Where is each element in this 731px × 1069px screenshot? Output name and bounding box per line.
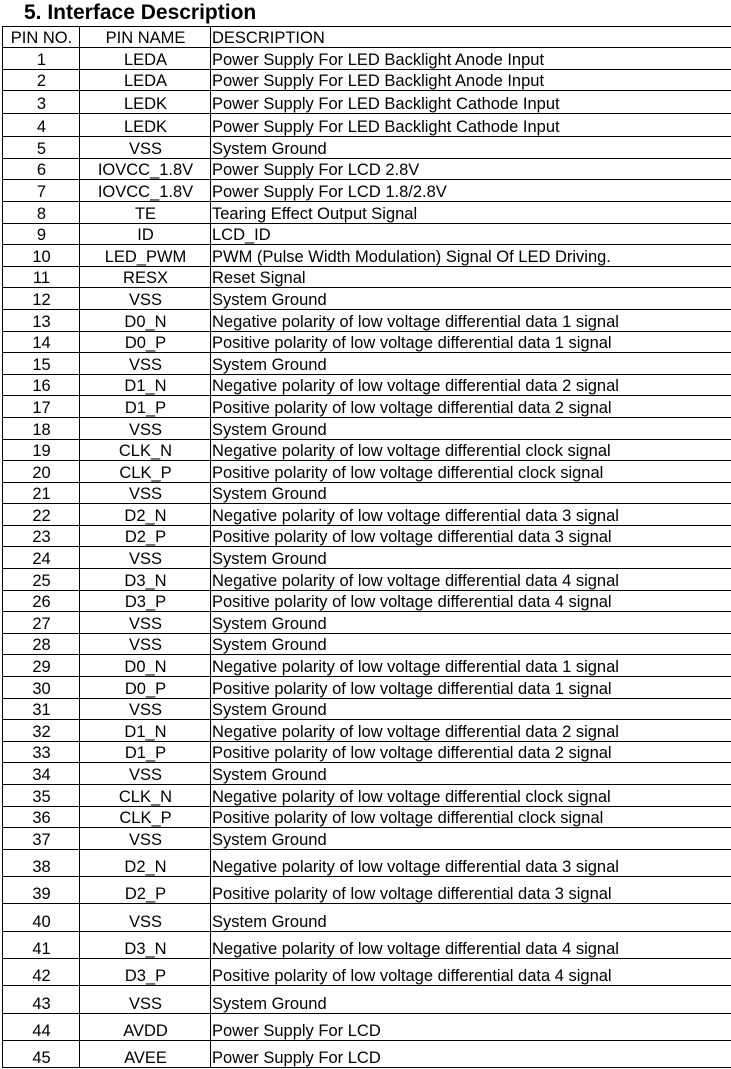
pin-number-cell: 24 [3, 547, 80, 569]
table-row [3, 245, 731, 267]
header-pin-name: PIN NAME [80, 27, 211, 48]
pin-number-cell: 20 [3, 461, 80, 483]
pin-description-cell: Power Supply For LCD 2.8V [211, 158, 731, 180]
pin-name-cell: VSS [80, 353, 211, 375]
pin-number-cell: 29 [3, 655, 80, 677]
pin-name-cell: CLK_P [80, 461, 211, 483]
table-row [3, 904, 731, 931]
table-row [3, 482, 731, 504]
pin-description-cell: System Ground [211, 633, 731, 655]
table-row [3, 785, 731, 807]
pin-number-cell: 38 [3, 849, 80, 876]
pin-description-cell: Positive polarity of low voltage differential data 2 signal [211, 741, 731, 763]
pin-description-cell: System Ground [211, 904, 731, 931]
pin-number-cell: 9 [3, 223, 80, 245]
pin-number-cell: 11 [3, 266, 80, 288]
pin-number-cell: 45 [3, 1040, 80, 1067]
pin-name-cell: ID [80, 223, 211, 245]
table-row [3, 698, 731, 720]
pin-description-cell: Positive polarity of low voltage differential clock signal [211, 806, 731, 828]
header-pin-no: PIN NO. [3, 27, 80, 48]
pin-description-cell: Positive polarity of low voltage differential data 1 signal [211, 677, 731, 699]
pin-number-cell: 16 [3, 374, 80, 396]
table-row [3, 266, 731, 288]
pin-description-cell: System Ground [211, 482, 731, 504]
pin-name-cell: D1_N [80, 720, 211, 742]
pin-name-cell: D1_N [80, 374, 211, 396]
table-row [3, 201, 731, 223]
pin-name-cell: VSS [80, 828, 211, 850]
pin-name-cell: RESX [80, 266, 211, 288]
pin-name-cell: D2_N [80, 849, 211, 876]
table-row [3, 439, 731, 461]
pin-name-cell: D3_N [80, 931, 211, 958]
table-row [3, 547, 731, 569]
pin-description-cell: Negative polarity of low voltage differential data 4 signal [211, 931, 731, 958]
table-row [3, 114, 731, 137]
pin-number-cell: 34 [3, 763, 80, 785]
pin-description-cell: LCD_ID [211, 223, 731, 245]
table-row [3, 91, 731, 114]
pin-description-cell: System Ground [211, 353, 731, 375]
pin-name-cell: CLK_N [80, 439, 211, 461]
table-row [3, 612, 731, 634]
pin-name-cell: IOVCC_1.8V [80, 180, 211, 202]
pin-description-cell: Negative polarity of low voltage differential data 3 signal [211, 849, 731, 876]
pin-number-cell: 6 [3, 158, 80, 180]
pin-number-cell: 1 [3, 48, 80, 70]
pin-name-cell: LEDK [80, 114, 211, 137]
table-row [3, 461, 731, 483]
pin-name-cell: VSS [80, 612, 211, 634]
table-row [3, 309, 731, 331]
table-row [3, 417, 731, 439]
pin-name-cell: VSS [80, 288, 211, 310]
table-row [3, 931, 731, 958]
pin-description-cell: System Ground [211, 828, 731, 850]
pin-name-cell: VSS [80, 633, 211, 655]
pin-number-cell: 43 [3, 986, 80, 1013]
pin-number-cell: 25 [3, 569, 80, 591]
pin-number-cell: 27 [3, 612, 80, 634]
pin-number-cell: 13 [3, 309, 80, 331]
table-row [3, 331, 731, 353]
pin-name-cell: D1_P [80, 396, 211, 418]
table-row [3, 633, 731, 655]
table-row [3, 353, 731, 375]
table-row [3, 569, 731, 591]
pin-name-cell: VSS [80, 904, 211, 931]
pin-description-cell: PWM (Pulse Width Modulation) Signal Of LED Driving. [211, 245, 731, 267]
pin-number-cell: 14 [3, 331, 80, 353]
pin-name-cell: D0_N [80, 655, 211, 677]
table-row [3, 828, 731, 850]
pin-description-cell: Negative polarity of low voltage differential data 3 signal [211, 504, 731, 526]
table-row [3, 741, 731, 763]
pin-name-cell: D0_P [80, 331, 211, 353]
pin-number-cell: 41 [3, 931, 80, 958]
pin-number-cell: 8 [3, 201, 80, 223]
pin-number-cell: 12 [3, 288, 80, 310]
pin-number-cell: 35 [3, 785, 80, 807]
pin-description-cell: Positive polarity of low voltage differential clock signal [211, 461, 731, 483]
pin-name-cell: CLK_P [80, 806, 211, 828]
table-row [3, 986, 731, 1013]
pin-description-cell: Negative polarity of low voltage differential data 2 signal [211, 720, 731, 742]
pin-number-cell: 7 [3, 180, 80, 202]
pin-description-cell: Negative polarity of low voltage differential clock signal [211, 439, 731, 461]
pin-name-cell: VSS [80, 986, 211, 1013]
pin-number-cell: 32 [3, 720, 80, 742]
pin-description-cell: System Ground [211, 137, 731, 159]
table-header-row [3, 27, 731, 48]
pin-name-cell: LEDK [80, 91, 211, 114]
pin-number-cell: 22 [3, 504, 80, 526]
pin-description-cell: Power Supply For LCD [211, 1013, 731, 1040]
table-row [3, 1040, 731, 1067]
pin-name-cell: VSS [80, 547, 211, 569]
pin-number-cell: 26 [3, 590, 80, 612]
pin-number-cell: 39 [3, 877, 80, 904]
table-row [3, 69, 731, 91]
table-row [3, 158, 731, 180]
pin-description-cell: Positive polarity of low voltage differential data 1 signal [211, 331, 731, 353]
pin-name-cell: D1_P [80, 741, 211, 763]
pin-name-cell: D2_P [80, 525, 211, 547]
pin-number-cell: 21 [3, 482, 80, 504]
table-row [3, 504, 731, 526]
pin-name-cell: D3_P [80, 958, 211, 985]
table-row [3, 958, 731, 985]
pin-description-cell: Power Supply For LED Backlight Anode Input [211, 48, 731, 70]
pin-number-cell: 23 [3, 525, 80, 547]
pin-description-cell: System Ground [211, 612, 731, 634]
pin-number-cell: 5 [3, 137, 80, 159]
pin-description-cell: Positive polarity of low voltage differential data 4 signal [211, 590, 731, 612]
pin-name-cell: D0_P [80, 677, 211, 699]
section-title: 5. Interface Description [24, 1, 257, 24]
pin-description-cell: Positive polarity of low voltage differential data 3 signal [211, 877, 731, 904]
pin-name-cell: AVDD [80, 1013, 211, 1040]
pin-name-cell: VSS [80, 698, 211, 720]
pin-number-cell: 4 [3, 114, 80, 137]
pin-description-cell: System Ground [211, 288, 731, 310]
pin-description-cell: Reset Signal [211, 266, 731, 288]
pin-name-cell: VSS [80, 137, 211, 159]
pin-number-cell: 2 [3, 69, 80, 91]
table-row [3, 677, 731, 699]
pin-name-cell: LEDA [80, 48, 211, 70]
pin-number-cell: 18 [3, 417, 80, 439]
table-row [3, 374, 731, 396]
pin-description-cell: Power Supply For LED Backlight Cathode Input [211, 114, 731, 137]
pin-name-cell: LED_PWM [80, 245, 211, 267]
pin-number-cell: 10 [3, 245, 80, 267]
pin-number-cell: 30 [3, 677, 80, 699]
pin-description-cell: Positive polarity of low voltage differential data 3 signal [211, 525, 731, 547]
pin-name-cell: CLK_N [80, 785, 211, 807]
pin-description-cell: Negative polarity of low voltage differential data 1 signal [211, 309, 731, 331]
pin-description-cell: System Ground [211, 547, 731, 569]
table-row [3, 525, 731, 547]
table-row [3, 48, 731, 70]
pin-description-cell: Negative polarity of low voltage differential clock signal [211, 785, 731, 807]
pin-name-cell: AVEE [80, 1040, 211, 1067]
pin-description-cell: Power Supply For LCD [211, 1040, 731, 1067]
pin-number-cell: 42 [3, 958, 80, 985]
pin-name-cell: D3_N [80, 569, 211, 591]
table-row [3, 763, 731, 785]
header-description: DESCRIPTION [211, 27, 731, 48]
table-row [3, 1013, 731, 1040]
pin-number-cell: 17 [3, 396, 80, 418]
pin-number-cell: 33 [3, 741, 80, 763]
table-row [3, 137, 731, 159]
table-row [3, 223, 731, 245]
table-row [3, 877, 731, 904]
pin-description-cell: System Ground [211, 417, 731, 439]
pin-name-cell: LEDA [80, 69, 211, 91]
interface-table [2, 26, 731, 1068]
pin-number-cell: 3 [3, 91, 80, 114]
pin-description-cell: Positive polarity of low voltage differential data 2 signal [211, 396, 731, 418]
pin-number-cell: 15 [3, 353, 80, 375]
pin-description-cell: System Ground [211, 763, 731, 785]
pin-name-cell: VSS [80, 417, 211, 439]
pin-name-cell: TE [80, 201, 211, 223]
pin-number-cell: 31 [3, 698, 80, 720]
table-row [3, 720, 731, 742]
pin-name-cell: VSS [80, 482, 211, 504]
pin-name-cell: D2_N [80, 504, 211, 526]
pin-description-cell: Power Supply For LED Backlight Cathode Input [211, 91, 731, 114]
table-row [3, 849, 731, 876]
pin-number-cell: 40 [3, 904, 80, 931]
table-row [3, 655, 731, 677]
table-row [3, 806, 731, 828]
pin-description-cell: Tearing Effect Output Signal [211, 201, 731, 223]
table-row [3, 288, 731, 310]
pin-number-cell: 37 [3, 828, 80, 850]
pin-description-cell: Positive polarity of low voltage differential data 4 signal [211, 958, 731, 985]
pin-description-cell: Power Supply For LCD 1.8/2.8V [211, 180, 731, 202]
pin-number-cell: 36 [3, 806, 80, 828]
pin-number-cell: 44 [3, 1013, 80, 1040]
pin-name-cell: D2_P [80, 877, 211, 904]
table-row [3, 590, 731, 612]
pin-description-cell: Negative polarity of low voltage differential data 1 signal [211, 655, 731, 677]
pin-name-cell: VSS [80, 763, 211, 785]
table-body [3, 48, 731, 1068]
pin-description-cell: Power Supply For LED Backlight Anode Input [211, 69, 731, 91]
pin-name-cell: IOVCC_1.8V [80, 158, 211, 180]
pin-description-cell: Negative polarity of low voltage differential data 4 signal [211, 569, 731, 591]
pin-description-cell: Negative polarity of low voltage differential data 2 signal [211, 374, 731, 396]
pin-name-cell: D0_N [80, 309, 211, 331]
table-row [3, 180, 731, 202]
pin-number-cell: 19 [3, 439, 80, 461]
pin-description-cell: System Ground [211, 698, 731, 720]
table-row [3, 396, 731, 418]
pin-description-cell: System Ground [211, 986, 731, 1013]
pin-number-cell: 28 [3, 633, 80, 655]
pin-name-cell: D3_P [80, 590, 211, 612]
